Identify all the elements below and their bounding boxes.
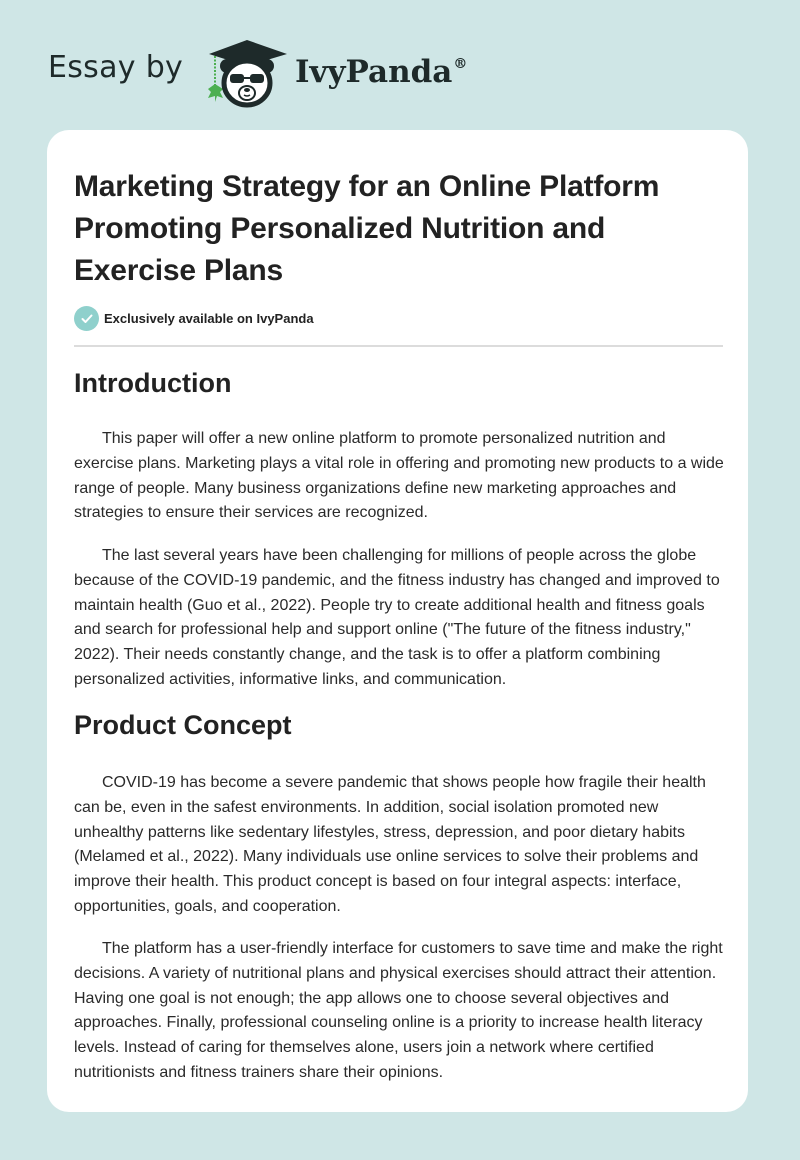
exclusive-badge [74,306,314,331]
page-title: Marketing Strategy for an Online Platform Promoting Personalized Nutrition and Exercise Plans [74,170,660,287]
panda-graduate-icon[interactable] [203,36,291,108]
section-heading-product-concept: Product Concept [74,710,292,740]
paragraph: COVID-19 has become a severe pandemic that shows people how fragile their health can be, even in the safest environments. In addition, social isolation promoted new unhealthy patterns like sedentary lifestyles, stress, depression, and poor dietary habits (Melamed et al., 2022). Many individuals use online services to solve their problems and improve their health. This product concept is based on four integral aspects: interface, opportunities, goals, and cooperation. [74,774,706,915]
paragraph: The last several years have been challenging for millions of people across the globe because of the COVID-19 pandemic, and the fitness industry has changed and improved to maintain health (Guo et al., 2022). People try to create additional health and fitness goals and search for professional help and support online ("The future of the fitness industry," 2022). Their needs constantly change, and the task is to offer a platform combining personalized activities, informative links, and communication. [74,547,720,688]
section-heading-introduction: Introduction [74,368,232,398]
exclusive-badge-text: Exclusively available on IvyPanda [104,311,314,326]
registered-mark: ® [453,56,468,72]
essay-card [47,130,748,1112]
check-circle-icon [74,306,99,331]
divider [74,345,723,347]
paragraph: This paper will offer a new online platform to promote personalized nutrition and exercise plans. Marketing plays a vital role in offering and promoting new products to a wide range of people. Many business organizations define new marketing approaches and strategies to ensure their services are recognized. [74,430,724,522]
site-header [0,0,800,130]
brand-name[interactable] [295,54,467,90]
paragraph: The platform has a user-friendly interface for customers to save time and make the right decisions. A variety of nutritional plans and physical exercises should attract their attention. Having one goal is not enough; the app allows one to choose several objectives and approaches. Finally, professional counseling online is a priority to increase health literacy levels. Instead of caring for themselves alone, users join a network where certified nutritionists and fitness trainers share their opinions. [74,940,723,1081]
essay-by-label: Essay by [48,50,184,85]
brand-text: IvyPanda [295,54,453,90]
